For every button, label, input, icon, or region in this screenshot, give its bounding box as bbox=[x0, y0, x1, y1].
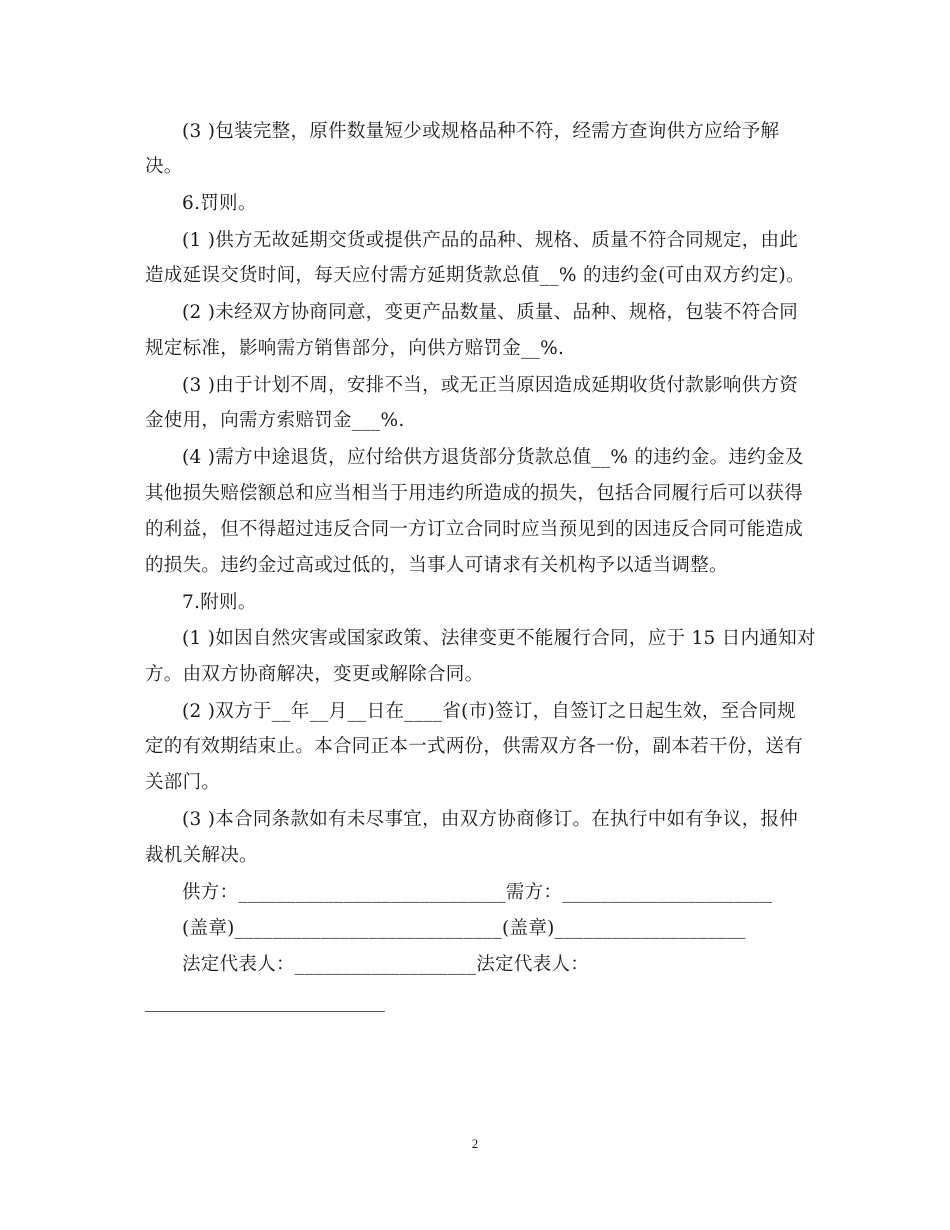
text-line: 决。 bbox=[145, 156, 183, 177]
text-line: (3 )本合同条款如有未尽事宜，由双方协商修订。在执行中如有争议，报仲 bbox=[182, 809, 799, 830]
text-line: 造成延误交货时间，每天应付需方延期货款总值__% 的违约金(可由双方约定)。 bbox=[145, 265, 805, 286]
text-line: 其他损失赔偿额总和应当相当于用违约所造成的损失，包括合同履行后可以获得 bbox=[145, 483, 804, 504]
text-line: 定的有效期结束止。本合同正本一式两份，供需双方各一份，副本若干份，送有 bbox=[145, 736, 804, 757]
text-line: 的损失。违约金过高或过低的，当事人可请求有关机构予以适当调整。 bbox=[145, 555, 728, 576]
signature-line-party: 供方：____________________________需方：______________________ bbox=[182, 882, 773, 903]
text-line: 的利益，但不得超过违反合同一方订立合同时应当预见到的因违反合同可能造成 bbox=[145, 519, 804, 540]
page-number: 2 bbox=[471, 1136, 479, 1151]
signature-line-representative: 法定代表人：___________________法定代表人： bbox=[182, 954, 590, 975]
text-line: (3 )由于计划不周，安排不当，或无正当原因造成延期收货付款影响供方资 bbox=[182, 375, 799, 396]
text-line: 金使用，向需方索赔罚金___%. bbox=[145, 410, 405, 431]
text-line: (1 )如因自然灾害或国家政策、法律变更不能履行合同，应于 15 日内通知对 bbox=[182, 628, 816, 649]
text-line: (1 )供方无故延期交货或提供产品的品种、规格、质量不符合同规定，由此 bbox=[182, 230, 799, 251]
text-line: (2 )双方于__年__月__日在____省(市)签订，自签订之日起生效，至合同规 bbox=[182, 701, 796, 722]
text-line: (2 )未经双方协商同意，变更产品数量、质量、品种、规格，包装不符合同 bbox=[182, 302, 799, 323]
section-heading: 6.罚则。 bbox=[182, 193, 257, 214]
section-heading: 7.附则。 bbox=[182, 592, 257, 613]
signature-underline bbox=[145, 1011, 385, 1012]
text-line: 裁机关解决。 bbox=[145, 845, 258, 866]
text-line: (4 )需方中途退货，应付给供方退货部分货款总值__% 的违约金。违约金及 bbox=[182, 447, 804, 468]
text-line: 关部门。 bbox=[145, 772, 221, 793]
text-line: (3 )包装完整，原件数量短少或规格品种不符，经需方查询供方应给予解 bbox=[182, 121, 780, 142]
text-line: 规定标准，影响需方销售部分，向供方赔罚金__%. bbox=[145, 338, 565, 359]
signature-line-seal: (盖章)____________________________(盖章)____________________ bbox=[182, 918, 746, 939]
text-line: 方。由双方协商解决，变更或解除合同。 bbox=[145, 664, 484, 685]
